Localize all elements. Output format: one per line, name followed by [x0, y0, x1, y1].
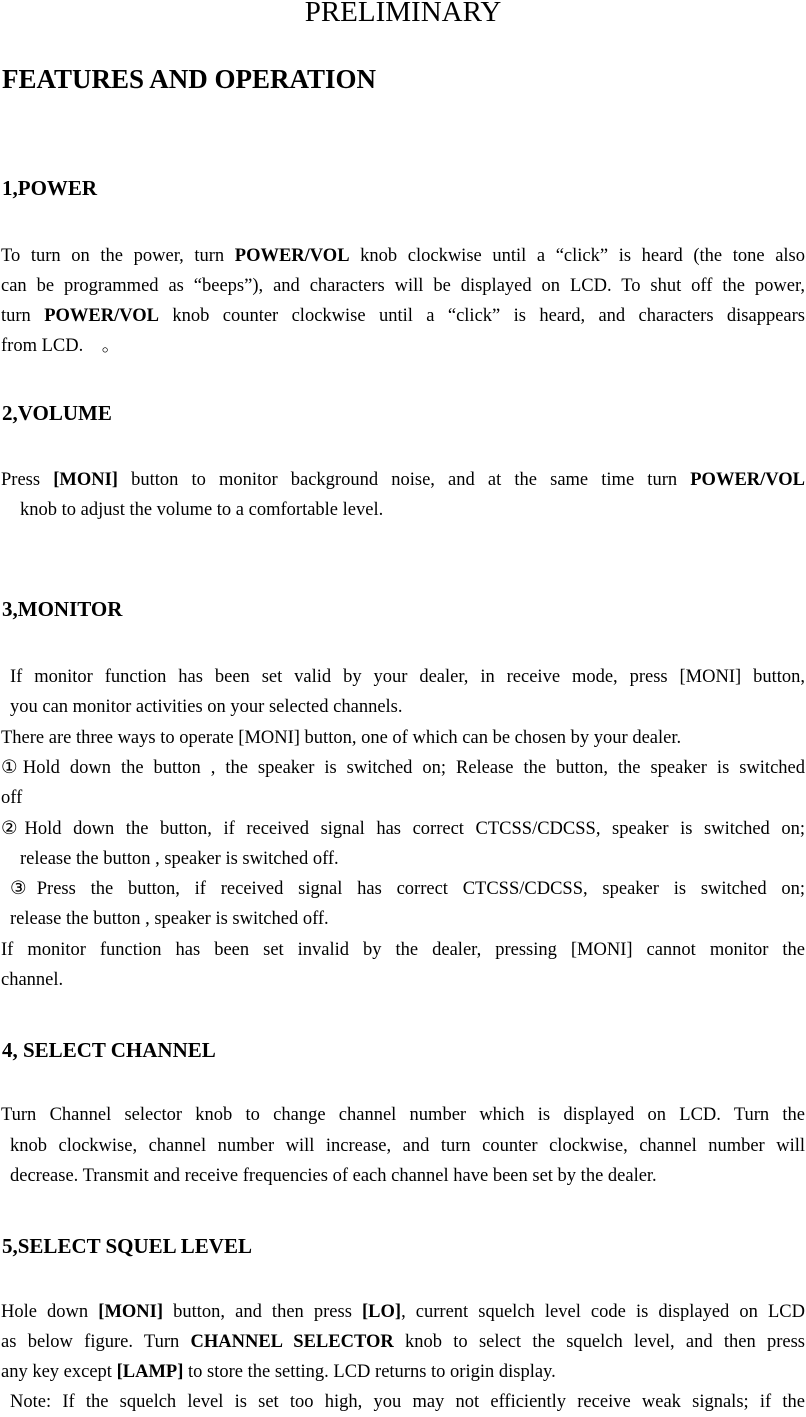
monitor-line-3: There are three ways to operate [MONI] button, one of which can be chosen by your dealer. [1, 728, 682, 748]
monitor-line-1: If monitor function has been set valid by your dealer, in receive mode, press [MONI] button, [10, 667, 805, 687]
volume-line-2: knob to adjust the volume to a comfortable level. [20, 500, 384, 520]
squelch-line-1: Hole down [MONI] button, and then press [LO], current squelch level code is displayed on LCD [1, 1302, 805, 1322]
monitor-line-2: you can monitor activities on your selected channels. [10, 697, 403, 717]
section-heading-volume: 2,VOLUME [2, 401, 112, 425]
monitor-option-1: ①Hold down the button , the speaker is switched on; Release the button, the speaker is switched [1, 758, 805, 778]
monitor-option-3: ③Press the button, if received signal has correct CTCSS/CDCSS, speaker is switched on; [10, 879, 805, 899]
power-line-3: turn POWER/VOL knob counter clockwise until a “click” is heard, and characters disappears [1, 306, 805, 326]
page-title: FEATURES AND OPERATION [2, 64, 377, 94]
monitor-line-10: If monitor function has been set invalid by the dealer, pressing [MONI] cannot monitor the [1, 940, 805, 960]
monitor-option-2: ②Hold down the button, if received signal has correct CTCSS/CDCSS, speaker is switched on; [1, 819, 805, 839]
select-channel-line-2: knob clockwise, channel number will increase, and turn counter clockwise, channel number will [10, 1136, 805, 1156]
select-channel-line-3: decrease. Transmit and receive frequencies of each channel have been set by the dealer. [10, 1166, 657, 1186]
select-channel-line-1: Turn Channel selector knob to change channel number which is displayed on LCD. Turn the [1, 1105, 805, 1125]
squelch-note: Note: If the squelch level is set too high, you may not efficiently receive weak signals; if the [10, 1392, 805, 1412]
page-header: PRELIMINARY [304, 0, 502, 28]
squelch-line-2: as below figure. Turn CHANNEL SELECTOR knob to select the squelch level, and then press [1, 1332, 805, 1352]
section-heading-select-channel: 4, SELECT CHANNEL [2, 1038, 216, 1062]
monitor-line-11: channel. [1, 970, 64, 990]
monitor-option-2-cont: release the button , speaker is switched off. [20, 849, 339, 869]
power-line-2: can be programmed as “beeps”), and characters will be displayed on LCD. To shut off the power, [1, 276, 805, 296]
power-line-4: from LCD. 。 [1, 336, 121, 356]
squelch-line-3: any key except [LAMP] to store the setting. LCD returns to origin display. [1, 1362, 556, 1382]
section-heading-monitor: 3,MONITOR [2, 597, 123, 621]
volume-line-1: Press [MONI] button to monitor background noise, and at the same time turn POWER/VOL [1, 470, 805, 490]
monitor-option-3-cont: release the button , speaker is switched off. [10, 909, 329, 929]
section-heading-power: 1,POWER [2, 176, 98, 200]
power-line-1: To turn on the power, turn POWER/VOL knob clockwise until a “click” is heard (the tone also [1, 246, 805, 266]
section-heading-squelch: 5,SELECT SQUEL LEVEL [2, 1234, 252, 1258]
monitor-option-1-cont: off [1, 788, 23, 808]
